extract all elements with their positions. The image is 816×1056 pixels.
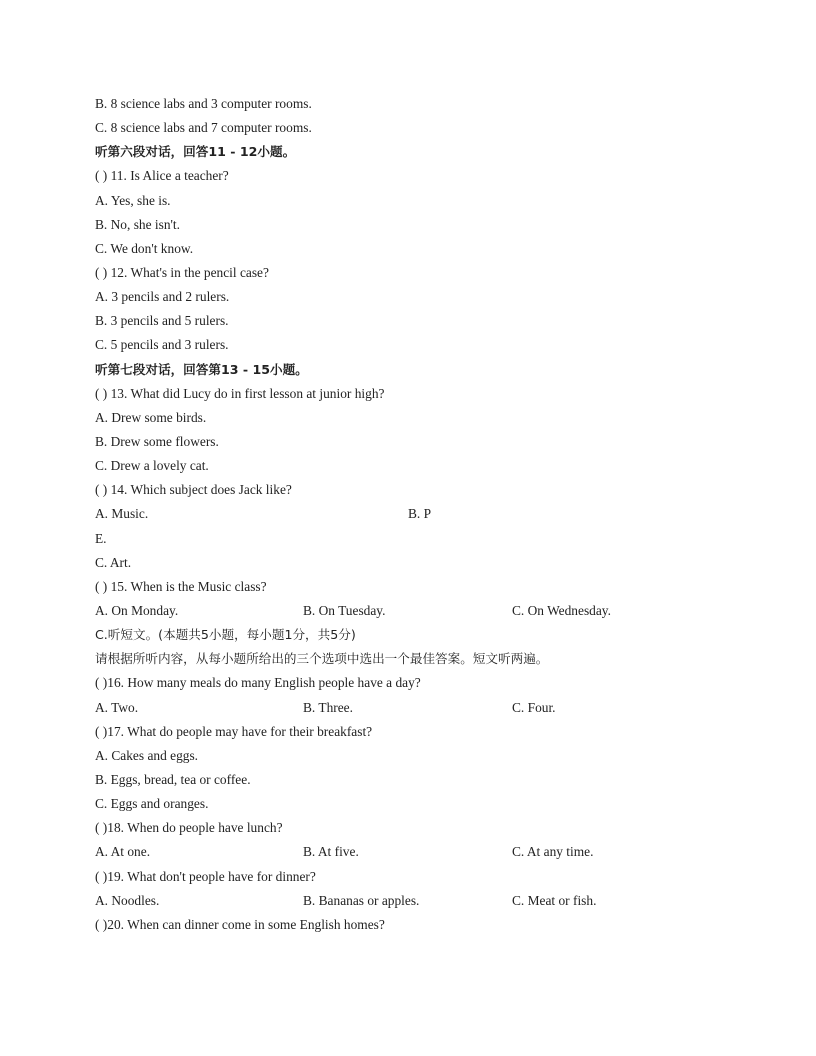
- question-17-option-b: B. Eggs, bread, tea or coffee.: [95, 771, 251, 787]
- question-19-option-a: A. Noodles.: [95, 892, 160, 908]
- question-14: ( ) 14. Which subject does Jack like?: [95, 482, 292, 498]
- question-16-option-b: B. Three.: [303, 699, 353, 715]
- section-7-heading: 听第七段对话，回答第13 - 15小题。: [95, 361, 308, 377]
- question-16: ( )16. How many meals do many English people have a day?: [95, 675, 421, 691]
- question-11-option-b: B. No, she isn't.: [95, 216, 180, 232]
- question-18-options-row: [95, 842, 735, 866]
- question-18-option-c: C. At any time.: [512, 844, 594, 860]
- question-19: ( )19. What don't people have for dinner?: [95, 868, 316, 884]
- question-12-option-b: B. 3 pencils and 5 rulers.: [95, 313, 229, 329]
- question-17-option-c: C. Eggs and oranges.: [95, 796, 209, 812]
- option-b-labs: B. 8 science labs and 3 computer rooms.: [95, 96, 312, 111]
- question-11-option-c: C. We don't know.: [95, 240, 194, 256]
- question-15-option-b: B. On Tuesday.: [303, 602, 386, 618]
- question-14-option-b: B. P: [408, 506, 432, 522]
- question-20: ( )20. When can dinner come in some English homes?: [95, 916, 385, 932]
- question-14-option-a: A. Music.: [95, 506, 149, 522]
- question-11: ( ) 11. Is Alice a teacher?: [95, 168, 229, 184]
- question-12-option-a: A. 3 pencils and 2 rulers.: [95, 289, 230, 305]
- question-15: ( ) 15. When is the Music class?: [95, 578, 267, 594]
- question-13-option-b: B. Drew some flowers.: [95, 433, 219, 449]
- section-c-heading: C.听短文。(本题共5小题，每小题1分，共5分): [95, 627, 356, 643]
- question-15-options-row: [95, 601, 735, 625]
- question-18-option-b: B. At five.: [303, 844, 359, 860]
- exam-content: [95, 94, 735, 939]
- question-19-option-c: C. Meat or fish.: [512, 892, 597, 908]
- question-16-option-a: A. Two.: [95, 699, 139, 715]
- question-16-options-row: [95, 698, 735, 722]
- question-17: ( )17. What do people may have for their breakfast?: [95, 723, 373, 739]
- question-12: ( ) 12. What's in the pencil case?: [95, 264, 269, 280]
- section-c-instruction: 请根据所听内容，从每小题所给出的三个选项中选出一个最佳答案。短文听两遍。: [95, 651, 549, 667]
- question-11-option-a: A. Yes, she is.: [95, 192, 171, 208]
- question-19-options-row: [95, 891, 735, 915]
- question-18: ( )18. When do people have lunch?: [95, 820, 283, 836]
- question-13: ( ) 13. What did Lucy do in first lesson at junior high?: [95, 385, 385, 401]
- section-6-heading: 听第六段对话，回答11 - 12小题。: [95, 144, 296, 160]
- question-15-option-c: C. On Wednesday.: [512, 602, 611, 618]
- question-17-option-a: A. Cakes and eggs.: [95, 747, 199, 763]
- question-16-option-c: C. Four.: [512, 699, 556, 715]
- question-14-option-b-wrap: E.: [95, 530, 107, 546]
- question-14-options-row: [95, 504, 735, 528]
- question-12-option-c: C. 5 pencils and 3 rulers.: [95, 337, 229, 353]
- question-19-option-b: B. Bananas or apples.: [303, 892, 420, 908]
- question-15-option-a: A. On Monday.: [95, 602, 179, 618]
- question-13-option-a: A. Drew some birds.: [95, 409, 207, 425]
- question-13-option-c: C. Drew a lovely cat.: [95, 458, 209, 474]
- option-c-labs: C. 8 science labs and 7 computer rooms.: [95, 120, 312, 136]
- question-14-option-c: C. Art.: [95, 554, 132, 570]
- question-18-option-a: A. At one.: [95, 844, 151, 860]
